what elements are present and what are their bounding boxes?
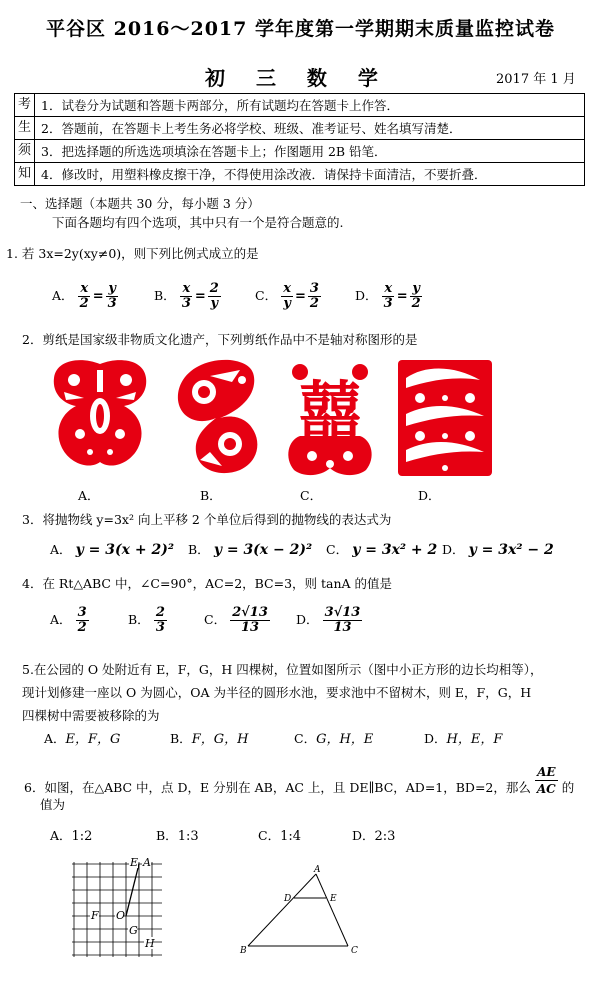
frac-den: 2 bbox=[77, 620, 87, 635]
notice-box bbox=[14, 93, 585, 186]
option-label: C． bbox=[326, 542, 349, 557]
option-text: 2:3 bbox=[374, 829, 396, 844]
frac-num: x bbox=[182, 281, 191, 296]
q3-option-d[interactable] bbox=[442, 540, 554, 558]
option-text: 1:2 bbox=[71, 829, 93, 844]
section-instruction: 下面各题均有四个选项，其中只有一个是符合题意的. bbox=[52, 215, 344, 230]
side-ac bbox=[316, 874, 348, 946]
frac-den: AC bbox=[536, 782, 556, 796]
q4-option-c[interactable] bbox=[204, 606, 270, 635]
option-text: G，H，E bbox=[316, 732, 374, 747]
q5-option-d[interactable] bbox=[424, 728, 502, 747]
q6-option-d[interactable] bbox=[352, 826, 395, 844]
q2-option-c[interactable]: C． bbox=[300, 488, 323, 503]
q4-stem: 4．在 Rt△ABC 中，∠C=90°，AC=2，BC=3，则 tanA 的值是 bbox=[22, 576, 393, 591]
option-label: A． bbox=[52, 288, 74, 303]
option-label: B． bbox=[154, 288, 176, 303]
option-label: D． bbox=[424, 731, 447, 746]
q4-option-d[interactable] bbox=[296, 606, 362, 635]
side-ab bbox=[248, 874, 316, 946]
q4-option-b[interactable] bbox=[128, 606, 167, 635]
frac-num: 3 bbox=[309, 281, 319, 296]
notice-side-label: 考 bbox=[15, 94, 35, 117]
q6-fraction bbox=[535, 764, 558, 797]
notice-item: 4．修改时，用塑料橡皮擦干净，不得使用涂改液．请保持卡面清洁，不要折叠． bbox=[35, 163, 585, 186]
frac-num: 3 bbox=[77, 605, 87, 620]
q3-option-a[interactable] bbox=[50, 540, 174, 558]
q6-stem-text: 6．如图，在△ABC 中，点 D，E 分别在 AB，AC 上，且 DE∥BC，AD=1，BD=2，那么 bbox=[24, 780, 531, 795]
xi-character: 囍 bbox=[298, 374, 362, 447]
q6-option-c[interactable] bbox=[258, 826, 301, 844]
papercut-square-floral-image[interactable] bbox=[396, 358, 494, 478]
option-expression: y = 3(x − 2)² bbox=[213, 542, 313, 558]
option-label: C． bbox=[255, 288, 278, 303]
q1-option-d[interactable]: D． $\frac{x}{3}$ = $\frac{y}{2}$ bbox=[355, 281, 421, 311]
label-a: A bbox=[143, 856, 151, 869]
frac-num: 2√13 bbox=[232, 605, 268, 620]
q2-stem: 2．剪纸是国家级非物质文化遗产，下列剪纸作品中不是轴对称图形的是 bbox=[22, 332, 418, 347]
label-a: A bbox=[314, 865, 321, 875]
q2-option-a[interactable]: A． bbox=[78, 488, 100, 503]
option-text: 1:4 bbox=[280, 829, 301, 844]
q6-stem-end: 的 bbox=[561, 780, 575, 795]
frac-num: x bbox=[384, 281, 393, 296]
option-expression: y = 3x² − 2 bbox=[468, 542, 554, 558]
option-label: A． bbox=[50, 612, 72, 627]
q6-triangle-figure bbox=[234, 864, 364, 958]
frac-den: 13 bbox=[241, 620, 260, 635]
frac-num: AE bbox=[537, 765, 556, 779]
frac-den: y bbox=[283, 296, 291, 311]
option-label: B． bbox=[170, 731, 192, 746]
option-label: D． bbox=[355, 288, 378, 303]
frac-den: 3 bbox=[155, 620, 165, 635]
frac-den: 3 bbox=[107, 296, 117, 311]
frac-num: 2 bbox=[209, 281, 219, 296]
label-f: F bbox=[91, 909, 99, 922]
subject-title: 初 三 数 学 bbox=[205, 66, 390, 90]
q1-option-c[interactable]: C． $\frac{x}{y}$ = $\frac{3}{2}$ bbox=[255, 281, 319, 311]
option-label: B． bbox=[128, 612, 150, 627]
option-label: C． bbox=[294, 731, 317, 746]
option-label: B． bbox=[188, 542, 210, 557]
exam-title: 平谷区 2016～2017 学年度第一学期期末质量监控试卷 bbox=[46, 18, 555, 40]
option-label: D． bbox=[352, 828, 375, 843]
option-text: H，E，F bbox=[446, 732, 503, 747]
q1-stem: 1. 若 3x=2y(xy≠0)，则下列比例式成立的是 bbox=[6, 246, 259, 261]
q5-option-c[interactable] bbox=[294, 728, 373, 747]
option-label: A． bbox=[44, 731, 66, 746]
option-label: D． bbox=[442, 542, 465, 557]
frac-den: 13 bbox=[333, 620, 352, 635]
label-o: O bbox=[116, 909, 126, 922]
label-b: B bbox=[240, 946, 247, 956]
q3-option-c[interactable] bbox=[326, 540, 437, 558]
q2-option-b[interactable]: B． bbox=[200, 488, 222, 503]
frac-num: 3√13 bbox=[324, 605, 361, 620]
q4-option-a[interactable] bbox=[50, 606, 89, 635]
option-text: 1:3 bbox=[177, 829, 199, 844]
label-e: E bbox=[130, 856, 139, 869]
q1-option-b[interactable]: B． $\frac{x}{3}$ = $\frac{2}{y}$ bbox=[154, 281, 219, 311]
q6-stem bbox=[24, 765, 575, 805]
notice-item: 1．试卷分为试题和答题卡两部分，所有试题均在答题卡上作答． bbox=[35, 94, 585, 117]
label-g: G bbox=[129, 924, 138, 937]
frac-num: 2 bbox=[155, 605, 165, 620]
option-text: F，G，H bbox=[191, 732, 249, 747]
frac-num: x bbox=[283, 281, 291, 296]
frac-den: y bbox=[210, 296, 219, 311]
option-text: E，F，G bbox=[65, 732, 121, 747]
q5-stem-line: 四棵树中需要被移除的为 bbox=[22, 708, 160, 723]
option-label: C． bbox=[258, 828, 281, 843]
papercut-double-happiness-image[interactable] bbox=[282, 358, 378, 478]
q5-stem-line: 5.在公园的 O 处附近有 E，F，G，H 四棵树，位置如图所示（图中小正方形的边长均相等）， bbox=[22, 662, 543, 677]
option-label: A． bbox=[50, 542, 72, 557]
notice-item: 2．答题前，在答题卡上考生务必将学校、班级、准考证号、姓名填写清楚． bbox=[35, 117, 585, 140]
notice-item: 3．把选择题的所选选项填涂在答题卡上；作图题用 2B 铅笔． bbox=[35, 140, 585, 163]
q5-grid-figure bbox=[68, 854, 168, 958]
papercut-butterfly-image[interactable] bbox=[50, 356, 150, 478]
exam-date: 2017 年 1 月 bbox=[496, 72, 576, 87]
q1-option-a[interactable]: A． $\frac{x}{2}$ = $\frac{y}{3}$ bbox=[52, 281, 117, 311]
label-d: D bbox=[284, 894, 292, 904]
notice-side-label: 须 bbox=[15, 140, 35, 163]
frac-den: 3 bbox=[383, 296, 393, 311]
q5-stem-line: 现计划修建一座以 O 为圆心，OA 为半径的圆形水池，要求池中不留树木，则 E，F，G，H bbox=[22, 685, 532, 700]
label-e: E bbox=[330, 894, 337, 904]
frac-den: 2 bbox=[309, 296, 319, 311]
frac-den: 2 bbox=[79, 296, 89, 311]
q6-option-b[interactable] bbox=[156, 826, 199, 844]
label-h: H bbox=[145, 937, 155, 950]
section-heading: 一、选择题（本题共 30 分，每小题 3 分） bbox=[20, 196, 260, 211]
q6-option-a[interactable] bbox=[50, 826, 92, 844]
q6-stem-line2: 值为 bbox=[40, 797, 66, 812]
option-label: D． bbox=[296, 612, 319, 627]
q3-option-b[interactable] bbox=[188, 540, 312, 558]
q2-option-d[interactable]: D． bbox=[418, 488, 441, 503]
frac-num: y bbox=[108, 281, 116, 296]
frac-den: 2 bbox=[411, 296, 421, 311]
papercut-swirl-image[interactable] bbox=[170, 356, 262, 478]
frac-den: 3 bbox=[181, 296, 191, 311]
q5-option-a[interactable] bbox=[44, 728, 120, 747]
notice-side-label: 知 bbox=[15, 163, 35, 186]
label-c: C bbox=[351, 946, 358, 956]
frac-num: y bbox=[412, 281, 420, 296]
option-expression: y = 3x² + 2 bbox=[352, 542, 438, 558]
option-label: B． bbox=[156, 828, 178, 843]
option-expression: y = 3(x + 2)² bbox=[75, 542, 174, 558]
frac-num: x bbox=[80, 281, 89, 296]
option-label: A． bbox=[50, 828, 72, 843]
notice-side-label: 生 bbox=[15, 117, 35, 140]
option-label: C． bbox=[204, 612, 227, 627]
q3-stem: 3．将抛物线 y=3x² 向上平移 2 个单位后得到的抛物线的表达式为 bbox=[22, 512, 392, 527]
q5-option-b[interactable] bbox=[170, 728, 248, 747]
